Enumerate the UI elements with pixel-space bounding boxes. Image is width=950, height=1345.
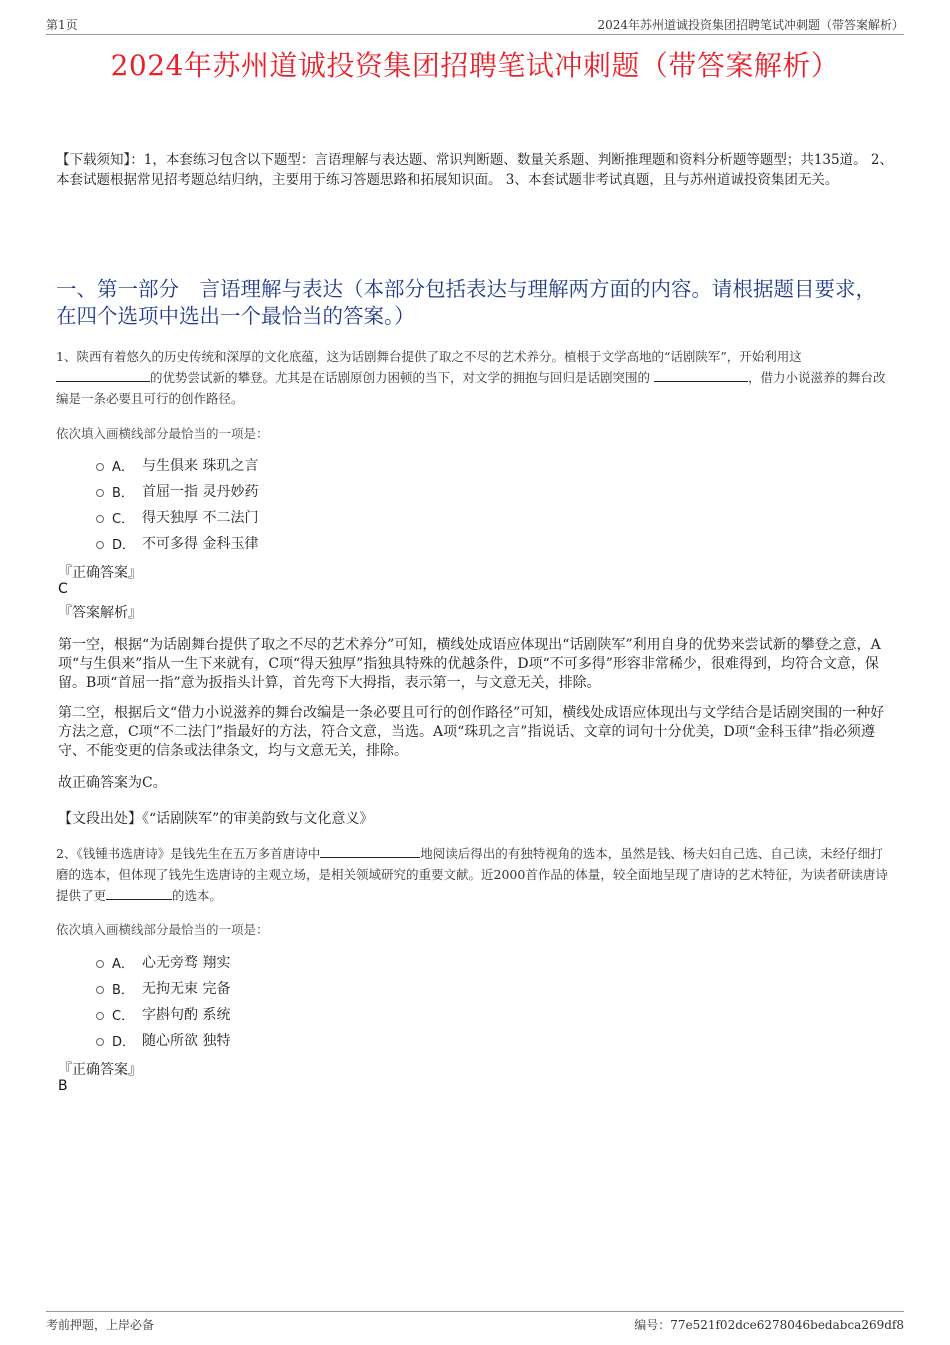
- correct-answer-label: 『正确答案』: [58, 565, 142, 581]
- correct-answer-label: 『正确答案』: [58, 1062, 142, 1078]
- option-d[interactable]: D． 不可多得 金科玉律: [96, 530, 258, 556]
- option-c[interactable]: C． 得天独厚 不二法门: [96, 504, 258, 530]
- option-text: 得天独厚 不二法门: [142, 510, 259, 526]
- answer-blank: [56, 367, 150, 382]
- option-b[interactable]: B． 首屈一指 灵丹妙药: [96, 478, 258, 504]
- analysis-label: 『答案解析』: [58, 605, 142, 621]
- option-text: 心无旁骛 翔实: [142, 955, 231, 971]
- question-1-options: [96, 452, 258, 556]
- radio-icon[interactable]: [96, 1012, 104, 1020]
- option-a[interactable]: A． 心无旁骛 翔实: [96, 949, 230, 975]
- section-heading: 一、第一部分 言语理解与表达（本部分包括表达与理解两方面的内容。请根据题目要求，在四个选项中选出一个最恰当的答案。）: [56, 277, 876, 328]
- page-header: [46, 14, 904, 35]
- question-1-stem: [56, 346, 894, 409]
- download-notice: 【下载须知】：1，本套练习包含以下题型：言语理解与表达题、常识判断题、数量关系题、判断推理题和资料分析题等题型；共135道。 2、本套试题根据常见招考题总结归纳，主要用于练习答题思路和拓展知识面。 3、本套试题非考试真题，且与苏州道诚投资集团无关。: [56, 152, 893, 188]
- analysis-paragraph-1: 第一空，根据“为话剧舞台提供了取之不尽的艺术养分”可知，横线处成语应体现出“话剧陕军”利用自身的优势来尝试新的攀登之意，A项“与生俱来”指从一生下来就有，C项“得天独厚”指独具特殊的优越条件，D项“不可多得”形容非常稀少，很难得到，均符合文意，保留。B项“首屈一指”意为扳指头计算，首先弯下大拇指，表示第一，与文意无关，排除。: [58, 637, 881, 691]
- radio-icon[interactable]: [96, 960, 104, 968]
- question-1-prompt: 依次填入画横线部分最恰当的一项是：: [56, 426, 269, 441]
- option-text: 随心所欲 独特: [142, 1033, 231, 1049]
- option-text: 字斟句酌 系统: [142, 1007, 231, 1023]
- answer-blank: [320, 843, 420, 858]
- radio-icon[interactable]: [96, 463, 104, 471]
- question-1-text-part-1: 1、陕西有着悠久的历史传统和深厚的文化底蕴，这为话剧舞台提供了取之不尽的艺术养分。植根于文学高地的“话剧陕军”，开始利用这: [56, 349, 802, 364]
- option-text: 与生俱来 珠玑之言: [142, 458, 259, 474]
- option-a[interactable]: A． 与生俱来 珠玑之言: [96, 452, 258, 478]
- answer-blank: [654, 367, 748, 382]
- radio-icon[interactable]: [96, 986, 104, 994]
- footer-slogan: 考前押题，上岸必备: [46, 1318, 155, 1332]
- question-2-prompt: 依次填入画横线部分最恰当的一项是：: [56, 922, 269, 937]
- question-2-stem: [56, 843, 894, 906]
- option-d[interactable]: D． 随心所欲 独特: [96, 1027, 230, 1053]
- analysis-paragraph-2: 第二空，根据后文“借力小说滋养的舞台改编是一条必要且可行的创作路径”可知，横线处成语应体现出与文学结合是话剧突围的一种好方法之意，C项“不二法门”指最好的方法，符合文意，当选。A项“珠玑之言”指说话、文章的词句十分优美，D项“金科玉律”指必须遵守、不能变更的信条或法律条文，均与文意无关，排除。: [58, 705, 885, 759]
- answer-blank: [106, 885, 172, 900]
- source-citation: 【文段出处】《“话剧陕军”的审美韵致与文化意义》: [58, 811, 374, 827]
- question-2-options: [96, 949, 230, 1053]
- question-1-text-part-3: ，借力小说滋养的舞台改编是一条必要且可行的创作路径。: [56, 370, 886, 406]
- correct-answer: B: [58, 1078, 68, 1094]
- option-text: 首屈一指 灵丹妙药: [142, 484, 259, 500]
- option-b[interactable]: B． 无拘无束 完备: [96, 975, 230, 1001]
- option-text: 无拘无束 完备: [142, 981, 231, 997]
- question-2-text-part-3: 的选本。: [172, 888, 223, 903]
- header-doc-title: 2024年苏州道诚投资集团招聘笔试冲刺题（带答案解析）: [597, 18, 904, 32]
- question-2-text-part-2: 地阅读后得出的有独特视角的选本，虽然是钱、杨夫妇自己选、自己读，未经仔细打磨的选本，但体现了钱先生选唐诗的主观立场，是相关领域研究的重要文献。近2000首作品的体量，较全面地呈现了唐诗的艺术特征，为读者研读唐诗提供了更: [56, 846, 888, 903]
- radio-icon[interactable]: [96, 515, 104, 523]
- option-text: 不可多得 金科玉律: [142, 536, 259, 552]
- page-footer: [46, 1311, 904, 1334]
- radio-icon[interactable]: [96, 541, 104, 549]
- footer-doc-id: 编号：77e521f02dce6278046bedabca269df8: [634, 1318, 904, 1332]
- option-c[interactable]: C． 字斟句酌 系统: [96, 1001, 230, 1027]
- document-title: 2024年苏州道诚投资集团招聘笔试冲刺题（带答案解析）: [110, 49, 840, 82]
- analysis-conclusion: 故正确答案为C。: [58, 775, 167, 791]
- question-1-text-part-2: 的优势尝试新的攀登。尤其是在话剧原创力困顿的当下，对文学的拥抱与回归是话剧突围的: [150, 370, 651, 385]
- radio-icon[interactable]: [96, 489, 104, 497]
- question-2-text-part-1: 2、《钱锺书选唐诗》是钱先生在五万多首唐诗中: [56, 846, 321, 861]
- radio-icon[interactable]: [96, 1038, 104, 1046]
- correct-answer: C: [58, 581, 68, 597]
- page-number: 第1页: [46, 18, 78, 32]
